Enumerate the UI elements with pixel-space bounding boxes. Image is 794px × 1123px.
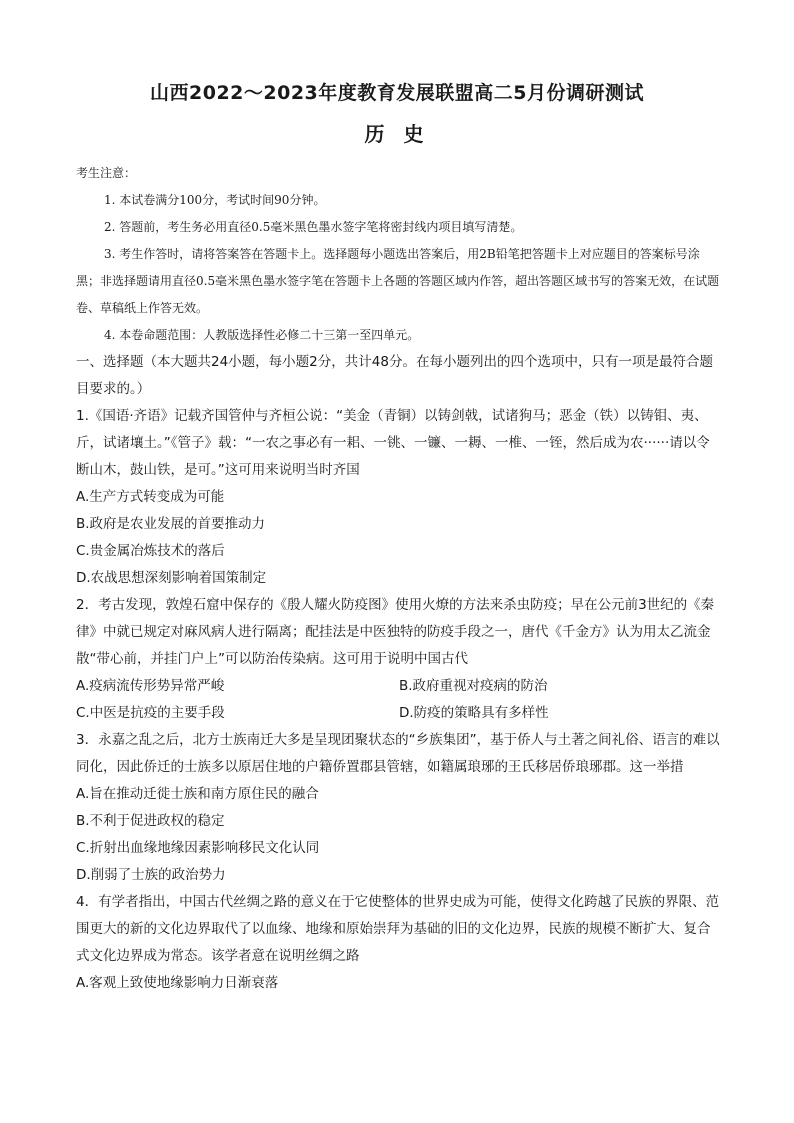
- notice-heading: 考生注意：: [76, 166, 137, 180]
- notice-item: 3. 考生作答时，请将答案答在答题卡上。选择题每小题选出答案后，用2B铅笔把答题卡上对应题目的答案标号涂黑；非选择题请用直径0.5毫米黑色墨水签字笔在答题卡上各题的答题区域内作答，超出答题区域书写的答案无效，在试题卷、草稿纸上作答无效。: [76, 247, 720, 315]
- option-a: A.生产方式转变成为可能: [76, 489, 225, 505]
- option-a: A.疫病流传形势异常严峻: [76, 678, 225, 694]
- notice-block: [76, 160, 722, 349]
- option-b: B.政府是农业发展的首要推动力: [76, 516, 266, 532]
- exam-title: 山西2022～2023年度教育发展联盟高二5月份调研测试: [150, 82, 644, 104]
- question-stem: 3．永嘉之乱之后，北方士族南迁大多是呈现团聚状态的“乡族集团”，基于侨人与土著之间礼俗、语言的难以同化，因此侨迁的士族多以原居住地的户籍侨置郡县管辖，如籍属琅琊的王氏移居侨琅琊郡。这一举措: [76, 732, 720, 775]
- option-d: D.削弱了士族的政治势力: [76, 867, 226, 883]
- question-stem: 2．考古发现，敦煌石窟中保存的《殷人耀火防疫图》使用火燎的方法来杀虫防疫；早在公元前3世纪的《秦律》中就已规定对麻风病人进行隔离；配挂法是中医独特的防疫手段之一，唐代《千金方》认为用太乙流金散“带心前，并挂门户上”可以防治传染病。这可用于说明中国古代: [76, 597, 715, 667]
- option-d: D.防疫的策略具有多样性: [399, 705, 549, 721]
- option-b: B.政府重视对疫病的防治: [399, 678, 548, 694]
- question-1: [76, 403, 722, 592]
- option-c: C.折射出血缘地缘因素影响移民文化认同: [76, 840, 320, 856]
- option-row: [76, 673, 722, 700]
- option-b: B.不利于促进政权的稳定: [76, 813, 225, 829]
- question-3: [76, 727, 722, 889]
- option-row: [76, 700, 722, 727]
- option-d: D.农战思想深刻影响着国策制定: [76, 570, 267, 586]
- option-a: A.客观上致使地缘影响力日渐衰落: [76, 975, 279, 991]
- question-2: [76, 592, 722, 727]
- option-c: C.贵金属冶炼技术的落后: [76, 543, 225, 559]
- section-heading: 一、选择题（本大题共24小题，每小题2分，共计48分。在每小题列出的四个选项中，只有一项是最符合题目要求的。）: [76, 354, 713, 397]
- notice-item: 4. 本卷命题范围：人教版选择性必修二十三第一至四单元。: [104, 328, 420, 342]
- question-stem: 1.《国语·齐语》记载齐国管仲与齐桓公说：“美金（青铜）以铸剑戟，试诸狗马；恶金（铁）以铸钼、夷、斤，试诸壤土。”《管子》载：“一农之事必有一耜、一铫、一镰、一耨、一椎、一铚，然后成为农······请以令断山木，鼓山铁，是可。”这可用来说明当时齐国: [76, 408, 710, 478]
- exam-content: [76, 160, 722, 997]
- notice-item: 1. 本试卷满分100分，考试时间90分钟。: [104, 193, 326, 207]
- option-a: A.旨在推动迁徙士族和南方原住民的融合: [76, 786, 319, 802]
- question-stem: 4．有学者指出，中国古代丝绸之路的意义在于它使整体的世界史成为可能，使得文化跨越了民族的界限、范围更大的新的文化边界取代了以血缘、地缘和原始崇拜为基础的旧的文化边界，民族的规模不断扩大、复合式文化边界成为常态。该学者意在说明丝绸之路: [76, 894, 720, 964]
- question-4: [76, 889, 722, 997]
- notice-item: 2. 答题前，考生务必用直径0.5毫米黑色墨水签字笔将密封线内项目填写清楚。: [104, 220, 523, 234]
- option-c: C.中医是抗疫的主要手段: [76, 705, 225, 721]
- subject-title: 历 史: [364, 122, 430, 146]
